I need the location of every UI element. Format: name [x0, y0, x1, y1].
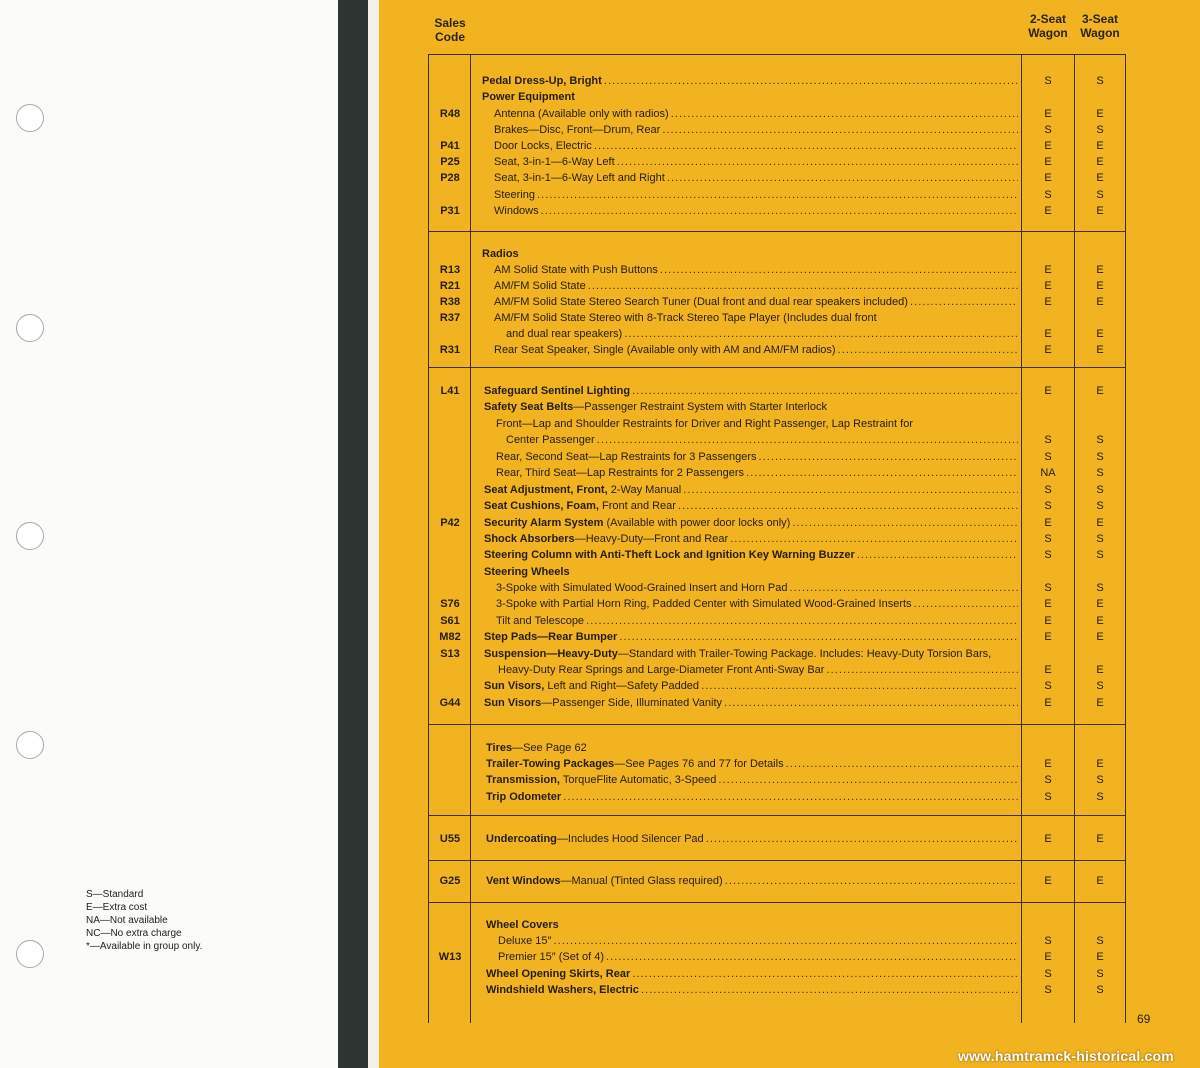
- availability-2-seat: S: [1044, 434, 1052, 446]
- option-name: Wheel Opening Skirts, Rear: [486, 968, 631, 980]
- option-row: [0, 933, 1200, 949]
- availability-2-seat: E: [1044, 156, 1052, 168]
- header-3-seat-wagon: 3-Seat Wagon: [1080, 12, 1120, 40]
- option-description: [496, 465, 1018, 481]
- header-sales-code: Sales Code: [434, 16, 466, 44]
- table-top-rule: [428, 54, 1126, 55]
- option-description: [482, 89, 1018, 105]
- option-detail: AM/FM Solid State Stereo Search Tuner (Dual front and dual rear speakers included): [494, 296, 908, 308]
- option-description: [486, 917, 1018, 933]
- option-detail: 3-Spoke with Partial Horn Ring, Padded Center with Simulated Wood-Grained Inserts: [496, 598, 912, 610]
- option-row: [0, 342, 1200, 358]
- option-description: [486, 772, 1018, 788]
- option-detail: —Passenger Restraint System with Starter Interlock: [573, 401, 827, 413]
- option-name: Undercoating: [486, 833, 557, 845]
- option-description: [496, 449, 1018, 465]
- option-description: [482, 246, 1018, 262]
- option-row: [0, 122, 1200, 138]
- availability-3-seat: S: [1096, 434, 1104, 446]
- option-description: [496, 580, 1018, 596]
- option-row: [0, 278, 1200, 294]
- availability-3-seat: S: [1096, 189, 1104, 201]
- option-description: [484, 383, 1018, 399]
- sales-code: U55: [439, 833, 461, 845]
- option-detail: Windows: [494, 205, 539, 217]
- section-rule: [428, 902, 1126, 903]
- option-description: [506, 326, 1018, 342]
- option-name: Transmission,: [486, 774, 560, 786]
- sales-code: L41: [440, 385, 460, 397]
- option-description: [496, 613, 1018, 629]
- option-row: [0, 789, 1200, 805]
- option-name: Vent Windows: [486, 875, 561, 887]
- option-row: [0, 170, 1200, 186]
- option-row: [0, 383, 1200, 399]
- option-row: [0, 662, 1200, 678]
- availability-2-seat: E: [1044, 264, 1052, 276]
- availability-2-seat: S: [1044, 500, 1052, 512]
- option-row: [0, 310, 1200, 326]
- sales-code: R38: [439, 296, 461, 308]
- option-detail: Premier 15″ (Set of 4): [498, 951, 604, 963]
- availability-2-seat: S: [1044, 774, 1052, 786]
- availability-2-seat: E: [1044, 664, 1052, 676]
- option-detail: (Available with power door locks only): [603, 517, 791, 529]
- option-name: Windshield Washers, Electric: [486, 984, 639, 996]
- option-row: [0, 432, 1200, 448]
- sales-code: P31: [440, 205, 460, 217]
- option-description: [484, 515, 1018, 531]
- option-description: [484, 482, 1018, 498]
- option-detail: —Passenger Side, Illuminated Vanity: [541, 697, 723, 709]
- option-detail: AM Solid State with Push Buttons: [494, 264, 658, 276]
- option-row: [0, 73, 1200, 89]
- availability-3-seat: E: [1096, 598, 1104, 610]
- option-detail: Heavy-Duty Rear Springs and Large-Diameter Front Anti-Sway Bar: [498, 664, 825, 676]
- option-row: [0, 596, 1200, 612]
- option-detail: Rear, Second Seat—Lap Restraints for 3 Passengers: [496, 451, 757, 463]
- availability-3-seat: E: [1096, 517, 1104, 529]
- option-name: Tires: [486, 742, 513, 754]
- option-name: Steering Column with Anti-Theft Lock and Ignition Key Warning Buzzer: [484, 549, 855, 561]
- option-name: Radios: [482, 248, 519, 260]
- availability-2-seat: E: [1044, 598, 1052, 610]
- option-description: [494, 138, 1018, 154]
- header-2-seat-wagon: 2-Seat Wagon: [1028, 12, 1068, 40]
- availability-3-seat: S: [1096, 549, 1104, 561]
- availability-3-seat: S: [1096, 935, 1104, 947]
- option-row: [0, 138, 1200, 154]
- option-row: [0, 465, 1200, 481]
- availability-2-seat: S: [1044, 189, 1052, 201]
- availability-2-seat: E: [1044, 344, 1052, 356]
- availability-3-seat: E: [1096, 264, 1104, 276]
- section-rule: [428, 231, 1126, 232]
- availability-2-seat: E: [1044, 951, 1052, 963]
- availability-3-seat: E: [1096, 328, 1104, 340]
- option-row: [0, 772, 1200, 788]
- option-row: [0, 949, 1200, 965]
- option-description: [482, 73, 1018, 89]
- option-description: [486, 966, 1018, 982]
- option-detail: Brakes—Disc, Front—Drum, Rear: [494, 124, 661, 136]
- option-description: [484, 399, 1018, 415]
- option-description: [494, 203, 1018, 219]
- availability-3-seat: S: [1096, 124, 1104, 136]
- section-rule: [428, 367, 1126, 368]
- option-detail: Rear, Third Seat—Lap Restraints for 2 Passengers: [496, 467, 745, 479]
- option-detail: Deluxe 15″: [498, 935, 552, 947]
- option-name: Pedal Dress-Up, Bright: [482, 75, 602, 87]
- sales-code: S13: [440, 648, 460, 660]
- option-detail: Front and Rear: [598, 500, 676, 512]
- option-detail: Door Locks, Electric: [494, 140, 592, 152]
- availability-3-seat: E: [1096, 631, 1104, 643]
- availability-2-seat: S: [1044, 968, 1052, 980]
- option-row: [0, 629, 1200, 645]
- option-description: [484, 564, 1018, 580]
- option-detail: Front—Lap and Shoulder Restraints for Driver and Right Passenger, Lap Restraint for: [496, 418, 913, 430]
- option-description: [486, 789, 1018, 805]
- option-name: Safety Seat Belts: [484, 401, 574, 413]
- option-description: [484, 629, 1018, 645]
- option-description: [494, 262, 1018, 278]
- availability-3-seat: E: [1096, 156, 1104, 168]
- option-row: [0, 740, 1200, 756]
- option-name: Wheel Covers: [486, 919, 559, 931]
- option-detail: Antenna (Available only with radios): [494, 108, 669, 120]
- option-description: [486, 756, 1018, 772]
- option-description: [486, 982, 1018, 998]
- availability-3-seat: E: [1096, 615, 1104, 627]
- availability-3-seat: E: [1096, 172, 1104, 184]
- option-name: Suspension—Heavy-Duty: [484, 648, 618, 660]
- option-name: Power Equipment: [482, 91, 575, 103]
- availability-3-seat: S: [1096, 467, 1104, 479]
- availability-2-seat: E: [1044, 758, 1052, 770]
- availability-2-seat: S: [1044, 984, 1052, 996]
- option-row: [0, 831, 1200, 847]
- availability-2-seat: E: [1044, 697, 1052, 709]
- availability-3-seat: E: [1096, 140, 1104, 152]
- option-row: [0, 564, 1200, 580]
- sales-code: P25: [440, 156, 460, 168]
- availability-2-seat: E: [1044, 833, 1052, 845]
- availability-3-seat: S: [1096, 791, 1104, 803]
- option-row: [0, 646, 1200, 662]
- availability-3-seat: E: [1096, 664, 1104, 676]
- option-row: [0, 399, 1200, 415]
- option-row: [0, 89, 1200, 105]
- option-detail: —See Pages 76 and 77 for Details: [614, 758, 784, 770]
- option-row: [0, 106, 1200, 122]
- availability-2-seat: E: [1044, 296, 1052, 308]
- option-description: [484, 531, 1018, 547]
- option-row: [0, 756, 1200, 772]
- option-row: [0, 187, 1200, 203]
- option-description: [484, 678, 1018, 694]
- option-row: [0, 203, 1200, 219]
- option-row: [0, 917, 1200, 933]
- option-detail: —Standard with Trailer-Towing Package. Includes: Heavy-Duty Torsion Bars,: [617, 648, 992, 660]
- option-name: Steering Wheels: [484, 566, 570, 578]
- availability-2-seat: E: [1044, 328, 1052, 340]
- availability-3-seat: E: [1096, 205, 1104, 217]
- option-row: [0, 262, 1200, 278]
- option-name: Seat Cushions, Foam,: [484, 500, 599, 512]
- option-description: [498, 949, 1018, 965]
- legend-item: *—Available in group only.: [86, 941, 203, 952]
- option-description: [494, 106, 1018, 122]
- sales-code: M82: [439, 631, 461, 643]
- option-name: Step Pads—Rear Bumper: [484, 631, 618, 643]
- availability-3-seat: E: [1096, 758, 1104, 770]
- sales-code: P41: [440, 140, 460, 152]
- section-rule: [428, 815, 1126, 816]
- availability-3-seat: E: [1096, 385, 1104, 397]
- sales-code: R21: [439, 280, 461, 292]
- option-row: [0, 449, 1200, 465]
- option-detail: Tilt and Telescope: [496, 615, 585, 627]
- option-description: [484, 646, 1018, 662]
- option-name: Shock Absorbers: [484, 533, 575, 545]
- availability-2-seat: S: [1044, 533, 1052, 545]
- availability-3-seat: S: [1096, 500, 1104, 512]
- option-name: Trip Odometer: [486, 791, 562, 803]
- option-detail: AM/FM Solid State: [494, 280, 586, 292]
- availability-3-seat: E: [1096, 280, 1104, 292]
- availability-2-seat: S: [1044, 791, 1052, 803]
- availability-2-seat: S: [1044, 680, 1052, 692]
- availability-2-seat: E: [1044, 108, 1052, 120]
- sales-code: R37: [439, 312, 461, 324]
- option-detail: Seat, 3-in-1—6-Way Left: [494, 156, 615, 168]
- option-description: [484, 498, 1018, 514]
- option-description: [494, 278, 1018, 294]
- page-number: 69: [1137, 1012, 1151, 1026]
- option-row: [0, 498, 1200, 514]
- availability-3-seat: S: [1096, 774, 1104, 786]
- option-description: [494, 294, 1018, 310]
- availability-3-seat: S: [1096, 533, 1104, 545]
- sales-code: R48: [439, 108, 461, 120]
- option-description: [498, 933, 1018, 949]
- option-description: [486, 740, 1018, 756]
- option-description: [484, 547, 1018, 563]
- option-detail: —Includes Hood Silencer Pad: [556, 833, 704, 845]
- availability-2-seat: E: [1044, 615, 1052, 627]
- availability-3-seat: E: [1096, 296, 1104, 308]
- option-description: [494, 170, 1018, 186]
- option-detail: Left and Right—Safety Padded: [544, 680, 700, 692]
- option-description: [496, 416, 1018, 432]
- availability-2-seat: E: [1044, 205, 1052, 217]
- option-row: [0, 873, 1200, 889]
- availability-2-seat: NA: [1040, 467, 1056, 479]
- availability-2-seat: S: [1044, 935, 1052, 947]
- availability-2-seat: E: [1044, 875, 1052, 887]
- option-description: [494, 122, 1018, 138]
- availability-2-seat: E: [1044, 631, 1052, 643]
- option-row: [0, 966, 1200, 982]
- availability-3-seat: E: [1096, 344, 1104, 356]
- option-row: [0, 482, 1200, 498]
- option-name: Trailer-Towing Packages: [486, 758, 615, 770]
- option-detail: Steering: [494, 189, 535, 201]
- option-name: Seat Adjustment, Front,: [484, 484, 608, 496]
- option-detail: TorqueFlite Automatic, 3-Speed: [559, 774, 717, 786]
- availability-2-seat: E: [1044, 517, 1052, 529]
- option-detail: —See Page 62: [512, 742, 587, 754]
- availability-3-seat: E: [1096, 951, 1104, 963]
- sales-code: G25: [439, 875, 461, 887]
- option-description: [494, 154, 1018, 170]
- availability-2-seat: E: [1044, 140, 1052, 152]
- availability-2-seat: S: [1044, 451, 1052, 463]
- sales-code: G44: [439, 697, 461, 709]
- watermark: www.hamtramck-historical.com: [958, 1048, 1174, 1064]
- option-row: [0, 416, 1200, 432]
- option-description: [496, 596, 1018, 612]
- option-description: [484, 695, 1018, 711]
- availability-2-seat: E: [1044, 280, 1052, 292]
- option-description: [494, 310, 1018, 326]
- option-row: [0, 580, 1200, 596]
- legend-item: E—Extra cost: [86, 902, 148, 913]
- legend-item: NA—Not available: [86, 915, 168, 926]
- option-detail: —Heavy-Duty—Front and Rear: [574, 533, 729, 545]
- option-description: [486, 831, 1018, 847]
- option-row: [0, 515, 1200, 531]
- option-detail: Center Passenger: [506, 434, 595, 446]
- availability-2-seat: E: [1044, 385, 1052, 397]
- option-row: [0, 294, 1200, 310]
- sales-code: S76: [440, 598, 460, 610]
- availability-3-seat: E: [1096, 108, 1104, 120]
- availability-3-seat: S: [1096, 75, 1104, 87]
- legend-item: NC—No extra charge: [86, 928, 182, 939]
- option-row: [0, 326, 1200, 342]
- option-description: [494, 342, 1018, 358]
- availability-3-seat: S: [1096, 984, 1104, 996]
- availability-2-seat: E: [1044, 172, 1052, 184]
- option-detail: —Manual (Tinted Glass required): [560, 875, 723, 887]
- option-row: [0, 982, 1200, 998]
- option-detail: Rear Seat Speaker, Single (Available only with AM and AM/FM radios): [494, 344, 836, 356]
- option-detail: and dual rear speakers): [506, 328, 623, 340]
- availability-3-seat: S: [1096, 968, 1104, 980]
- option-description: [486, 873, 1018, 889]
- availability-3-seat: S: [1096, 582, 1104, 594]
- option-row: [0, 154, 1200, 170]
- availability-2-seat: S: [1044, 75, 1052, 87]
- option-name: Sun Visors,: [484, 680, 545, 692]
- availability-3-seat: E: [1096, 697, 1104, 709]
- option-row: [0, 547, 1200, 563]
- option-name: Security Alarm System: [484, 517, 604, 529]
- option-detail: Seat, 3-in-1—6-Way Left and Right: [494, 172, 665, 184]
- option-row: [0, 531, 1200, 547]
- availability-3-seat: S: [1096, 680, 1104, 692]
- option-description: [506, 432, 1018, 448]
- option-name: Safeguard Sentinel Lighting: [484, 385, 631, 397]
- availability-2-seat: S: [1044, 124, 1052, 136]
- option-description: [498, 662, 1018, 678]
- availability-3-seat: S: [1096, 451, 1104, 463]
- option-row: [0, 613, 1200, 629]
- option-detail: AM/FM Solid State Stereo with 8-Track Stereo Tape Player (Includes dual front: [494, 312, 877, 324]
- option-detail: 2-Way Manual: [607, 484, 682, 496]
- sales-code: W13: [438, 951, 462, 963]
- availability-3-seat: S: [1096, 484, 1104, 496]
- option-row: [0, 246, 1200, 262]
- option-row: [0, 678, 1200, 694]
- availability-2-seat: S: [1044, 484, 1052, 496]
- availability-3-seat: E: [1096, 833, 1104, 845]
- availability-2-seat: S: [1044, 549, 1052, 561]
- sales-code: P42: [440, 517, 460, 529]
- option-name: Sun Visors: [484, 697, 542, 709]
- sales-code: P28: [440, 172, 460, 184]
- section-rule: [428, 860, 1126, 861]
- legend-item: S—Standard: [86, 889, 144, 900]
- sales-code: R31: [439, 344, 461, 356]
- availability-3-seat: E: [1096, 875, 1104, 887]
- sales-code: S61: [440, 615, 460, 627]
- section-rule: [428, 724, 1126, 725]
- sales-code: R13: [439, 264, 461, 276]
- option-row: [0, 695, 1200, 711]
- availability-2-seat: S: [1044, 582, 1052, 594]
- option-detail: 3-Spoke with Simulated Wood-Grained Insert and Horn Pad: [496, 582, 788, 594]
- option-description: [494, 187, 1018, 203]
